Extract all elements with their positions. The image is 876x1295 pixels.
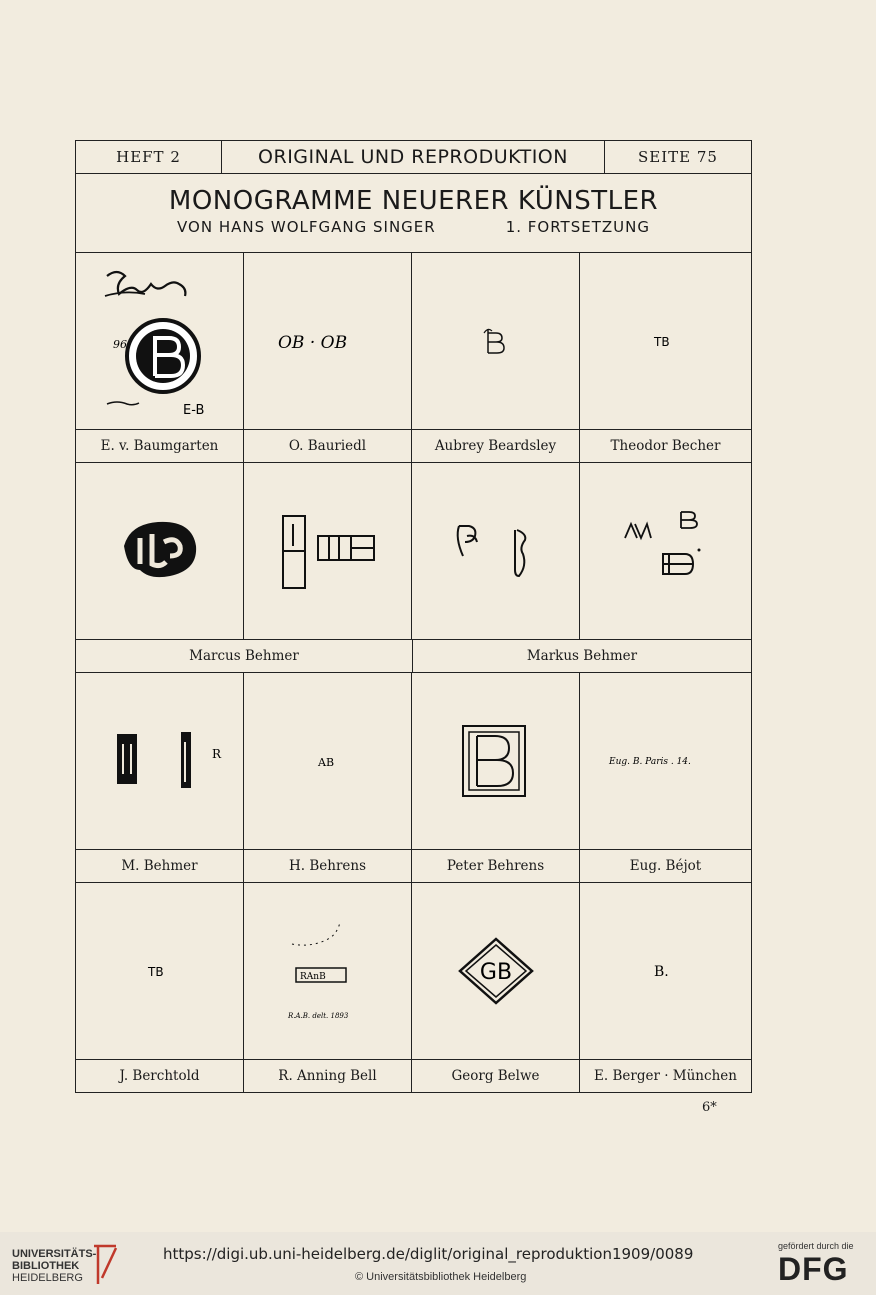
monogram-m-behmer bbox=[76, 673, 244, 850]
journal-title: ORIGINAL UND REPRODUKTION bbox=[222, 141, 605, 173]
bell-box-mark: RAnB bbox=[299, 972, 326, 982]
caption-bejot: Eug. Béjot bbox=[580, 850, 751, 883]
monogram-berchtold bbox=[76, 883, 244, 1060]
caption-h-behrens: H. Behrens bbox=[244, 850, 412, 883]
monogram-markus-behmer-1 bbox=[412, 463, 580, 640]
viewer-footer bbox=[0, 1232, 876, 1295]
bell-date-mark: R.A.B. delt. 1893 bbox=[287, 1012, 348, 1020]
page-number: 6* bbox=[702, 1100, 717, 1115]
berchtold-mark: TB bbox=[147, 965, 164, 979]
page-label: SEITE 75 bbox=[638, 148, 718, 166]
monogram-marcus-behmer-1 bbox=[76, 463, 244, 640]
monogram-belwe bbox=[412, 883, 580, 1060]
article-part: 1. FORTSETZUNG bbox=[505, 218, 650, 236]
svg-text:96: 96 bbox=[112, 338, 127, 351]
caption-berger: E. Berger · München bbox=[594, 1068, 737, 1084]
monogram-marcus-behmer-2 bbox=[244, 463, 412, 640]
article-author: VON HANS WOLFGANG SINGER bbox=[177, 218, 436, 236]
belwe-mark: GB bbox=[479, 960, 512, 985]
caption-berchtold: J. Berchtold bbox=[76, 1060, 244, 1092]
monogram-becher bbox=[580, 253, 751, 430]
caption-belwe: Georg Belwe bbox=[412, 1060, 580, 1092]
monogram-markus-behmer-2 bbox=[580, 463, 751, 640]
monogram-bauriedl bbox=[244, 253, 412, 430]
berger-mark: B. bbox=[653, 964, 669, 980]
library-name: UNIVERSITÄTS- BIBLIOTHEK HEIDELBERG bbox=[12, 1248, 97, 1284]
monogram-berger bbox=[580, 883, 751, 1060]
caption-row-2 bbox=[76, 640, 751, 673]
monogram-anning-bell bbox=[244, 883, 412, 1060]
bejot-mark: Eug. B. Paris . 14. bbox=[608, 757, 691, 767]
caption-peter-behrens: Peter Behrens bbox=[412, 850, 580, 883]
article-subtitle bbox=[76, 218, 751, 236]
running-header bbox=[76, 141, 751, 174]
article-title: MONOGRAMME NEUERER KÜNSTLER bbox=[168, 186, 659, 216]
monogram-bejot bbox=[580, 673, 751, 850]
article-title-block bbox=[76, 174, 751, 253]
h-behrens-mark: AB bbox=[317, 756, 334, 769]
monogram-baumgarten bbox=[76, 253, 244, 430]
caption-row-4 bbox=[76, 1060, 751, 1092]
caption-m-behmer: M. Behmer bbox=[76, 850, 244, 883]
caption-becher: Theodor Becher bbox=[580, 430, 751, 463]
svg-text:E-B: E-B bbox=[182, 403, 204, 418]
bauriedl-mark: OB · OB bbox=[277, 333, 347, 353]
caption-beardsley: Aubrey Beardsley bbox=[412, 430, 580, 463]
copyright-notice: © Universitätsbibliothek Heidelberg bbox=[355, 1271, 527, 1283]
monogram-beardsley bbox=[412, 253, 580, 430]
caption-bauriedl: O. Bauriedl bbox=[244, 430, 412, 463]
monogram-h-behrens bbox=[244, 673, 412, 850]
page-frame bbox=[75, 140, 752, 1093]
svg-text:R: R bbox=[211, 747, 221, 761]
issue-label: HEFT 2 bbox=[76, 141, 222, 173]
caption-baumgarten: E. v. Baumgarten bbox=[76, 430, 244, 463]
monogram-peter-behrens bbox=[412, 673, 580, 850]
caption-marcus-behmer: Marcus Behmer bbox=[76, 640, 413, 673]
caption-markus-behmer: Markus Behmer bbox=[413, 640, 751, 673]
becher-mark: TB bbox=[653, 335, 670, 349]
permalink-url[interactable]: https://digi.ub.uni-heidelberg.de/diglit/original_reproduktion1909/0089 bbox=[163, 1245, 694, 1263]
caption-anning-bell: R. Anning Bell bbox=[244, 1060, 412, 1092]
monogram-row-1 bbox=[76, 253, 751, 640]
funded-by-label: gefördert durch die bbox=[778, 1241, 854, 1251]
dfg-logo: DFG bbox=[778, 1251, 849, 1287]
monogram-row-3 bbox=[76, 673, 751, 1060]
